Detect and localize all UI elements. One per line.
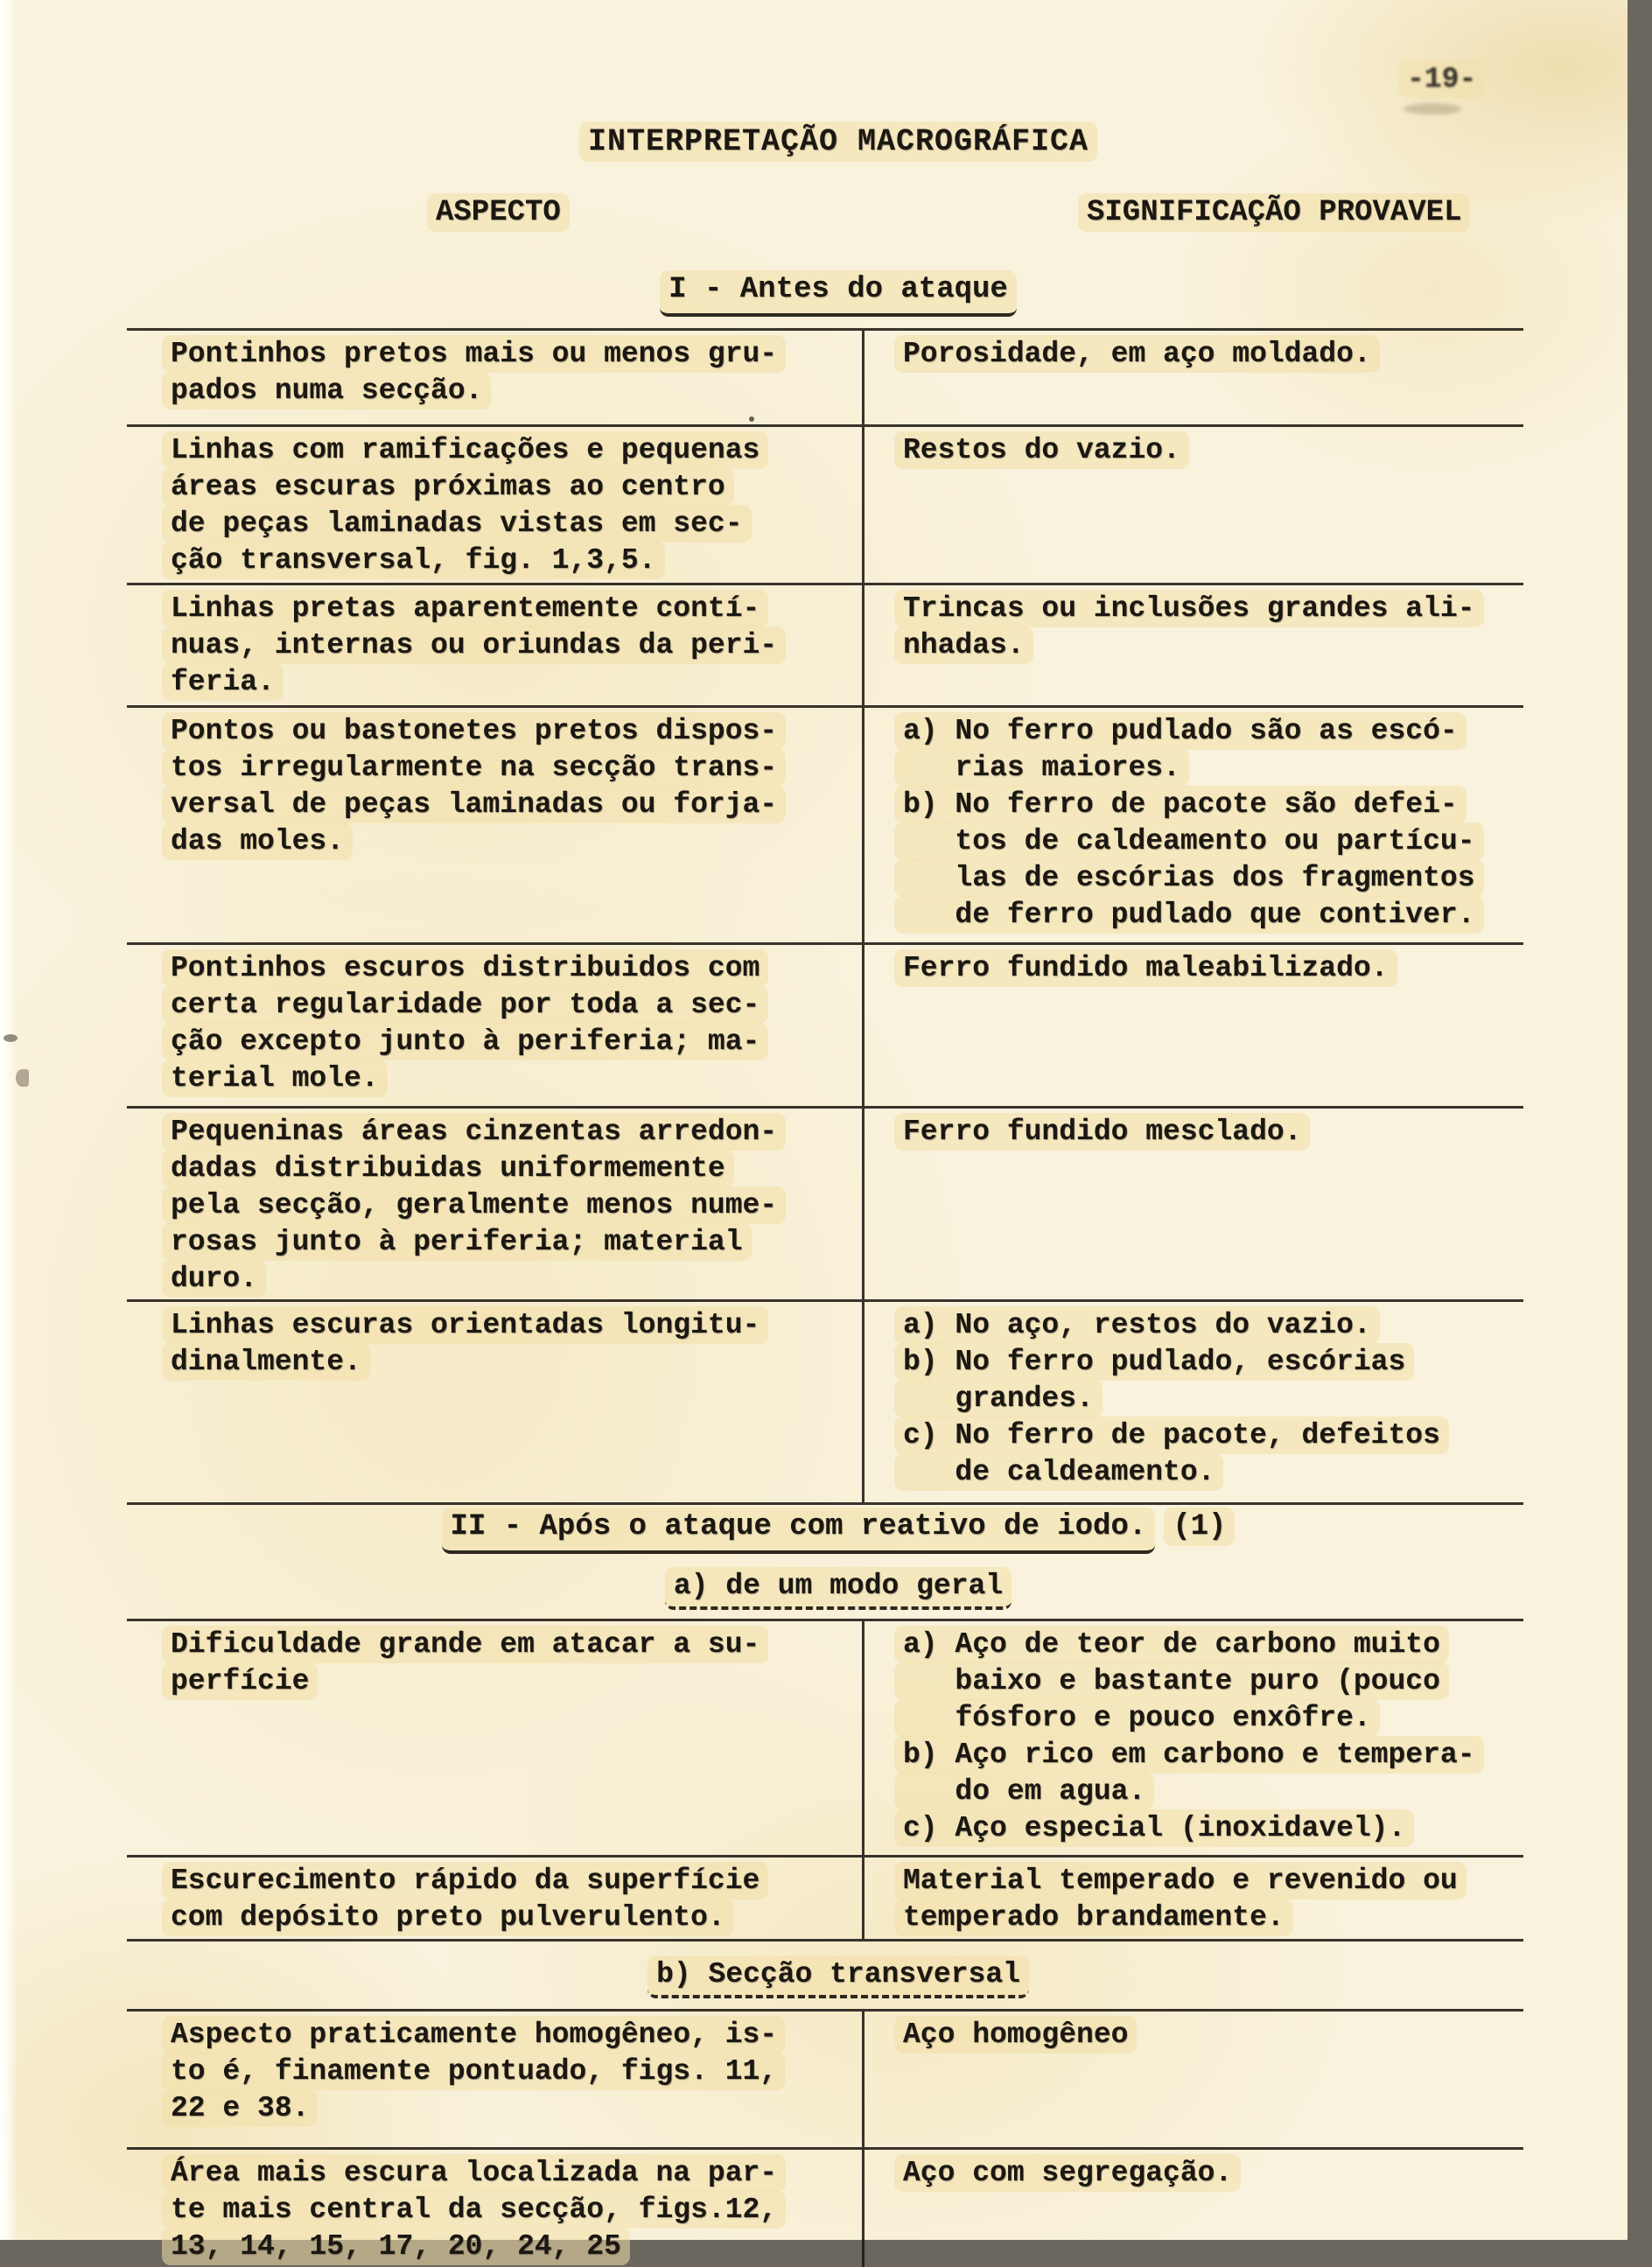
table-row — [127, 708, 1523, 945]
scan-edge-artifact — [0, 0, 16, 2240]
aspect-cell — [127, 331, 862, 424]
subsection-a-heading-text: a) de um modo geral — [665, 1567, 1012, 1610]
significance-text: Porosidade, em aço moldado. — [894, 335, 1380, 373]
aspect-text: Escurecimento rápido da superfície com depósito preto pulverulento. — [162, 1862, 768, 1936]
aspect-cell — [127, 945, 862, 1106]
aspect-cell — [127, 1621, 862, 1855]
section-2-heading-note: (1) — [1164, 1508, 1235, 1546]
significance-cell — [862, 2012, 1523, 2147]
table-row — [127, 945, 1523, 1109]
significance-text: Trincas ou inclusões grandes ali- nhadas. — [894, 590, 1484, 664]
table-row — [127, 1109, 1523, 1302]
aspect-cell — [127, 2150, 862, 2267]
aspect-cell — [127, 2012, 862, 2147]
significance-text: Aço com segregação. — [894, 2154, 1241, 2192]
aspect-cell — [127, 585, 862, 705]
significance-text: Ferro fundido mesclado. — [894, 1113, 1310, 1151]
table-seccao-transversal — [127, 2009, 1523, 2267]
table-row — [127, 2150, 1523, 2267]
page-number-text: -19- — [1398, 60, 1485, 98]
table-modo-geral — [127, 1619, 1523, 1942]
aspect-cell — [127, 1858, 862, 1939]
significance-cell — [862, 1858, 1523, 1939]
document-title-text: INTERPRETAÇÃO MACROGRÁFICA — [579, 122, 1097, 162]
aspect-text: Pontinhos pretos mais ou menos gru- pados numa secção. — [162, 335, 786, 409]
significance-cell — [862, 427, 1523, 583]
significance-cell — [862, 1109, 1523, 1299]
significance-cell — [862, 945, 1523, 1106]
significance-cell — [862, 331, 1523, 424]
table-row — [127, 585, 1523, 708]
aspect-text: Pontinhos escuros distribuidos com certa regularidade por toda a sec- ção excepto junto à periferia; ma- terial mole. — [162, 949, 768, 1097]
significance-cell — [862, 2150, 1523, 2267]
subsection-b-heading-text: b) Secção transversal — [648, 1956, 1029, 1998]
column-header-significacao — [1078, 196, 1470, 229]
aspect-text: Pequeninas áreas cinzentas arredon- dadas distribuidas uniformemente pela secção, geralmente menos nume- rosas junto à periferia; material duro. — [162, 1113, 786, 1298]
table-antes-do-ataque — [127, 328, 1523, 1505]
significance-text: a) No ferro pudlado são as escó- rias maiores. b) No ferro de pacote são defei- tos de caldeamento ou partícu- las de escórias dos fragmentos de ferro pudlado que contiver. — [894, 712, 1484, 934]
significance-text: Material temperado e revenido ou temperado brandamente. — [894, 1862, 1466, 1936]
significance-text: Restos do vazio. — [894, 431, 1189, 469]
significance-text: a) No aço, restos do vazio. b) No ferro pudlado, escórias grandes. c) No ferro de pacote, defeitos de caldeamento. — [894, 1306, 1449, 1491]
significance-text: a) Aço de teor de carbono muito baixo e bastante puro (pouco fósforo e pouco enxôfre. b) Aço rico em carbono e tempera- do em agua. c) Aço especial (inoxidavel). — [894, 1626, 1484, 1847]
table-row — [127, 427, 1523, 585]
subsection-a-heading — [24, 1570, 1652, 1602]
significance-cell — [862, 585, 1523, 705]
table-row — [127, 2012, 1523, 2150]
aspect-text: Linhas pretas aparentemente contí- nuas, internas ou oriundas da peri- feria. — [162, 590, 786, 701]
table-row — [127, 331, 1523, 427]
smudge-mark — [1404, 103, 1461, 115]
page-number — [1398, 63, 1485, 95]
table-row — [127, 1858, 1523, 1942]
section-1-heading — [24, 273, 1652, 306]
ink-speck — [16, 1069, 29, 1087]
aspect-text: Linhas escuras orientadas longitu- dinalmente. — [162, 1306, 768, 1381]
table-row — [127, 1621, 1523, 1858]
significance-text: Ferro fundido maleabilizado. — [894, 949, 1397, 987]
significance-cell — [862, 1621, 1523, 1855]
significance-text: Aço homogêneo — [894, 2016, 1137, 2054]
document-title — [24, 124, 1652, 159]
ink-speck — [4, 1034, 18, 1042]
aspect-cell — [127, 708, 862, 942]
aspect-text: Área mais escura localizada na par- te mais central da secção, figs.12, 13, 14, 15, 17, 20, 24, 25 — [162, 2154, 786, 2265]
section-2-heading — [24, 1510, 1652, 1543]
aspect-text: Linhas com ramificações e pequenas áreas escuras próximas ao centro de peças laminadas vistas em sec- ção transversal, fig. 1,3,5. — [162, 431, 768, 579]
section-1-heading-text: I - Antes do ataque — [660, 270, 1017, 317]
table-row — [127, 1302, 1523, 1505]
aspect-cell — [127, 1109, 862, 1299]
column-header-aspecto — [427, 196, 570, 229]
aspect-text: Dificuldade grande em atacar a su- perfície — [162, 1626, 768, 1700]
subsection-b-heading — [24, 1958, 1652, 1991]
column-header-aspecto-text: ASPECTO — [427, 193, 570, 232]
significance-cell — [862, 708, 1523, 942]
aspect-text: Pontos ou bastonetes pretos dispos- tos irregularmente na secção trans- versal de peças laminadas ou forja- das moles. — [162, 712, 786, 860]
section-2-heading-text: II - Após o ataque com reativo de iodo. — [442, 1508, 1156, 1554]
column-header-significacao-text: SIGNIFICAÇÃO PROVAVEL — [1078, 193, 1470, 232]
aspect-text: Aspecto praticamente homogêneo, is- to é, finamente pontuado, figs. 11, 22 e 38. — [162, 2016, 786, 2127]
aspect-cell — [127, 1302, 862, 1502]
aspect-cell — [127, 427, 862, 583]
significance-cell — [862, 1302, 1523, 1502]
